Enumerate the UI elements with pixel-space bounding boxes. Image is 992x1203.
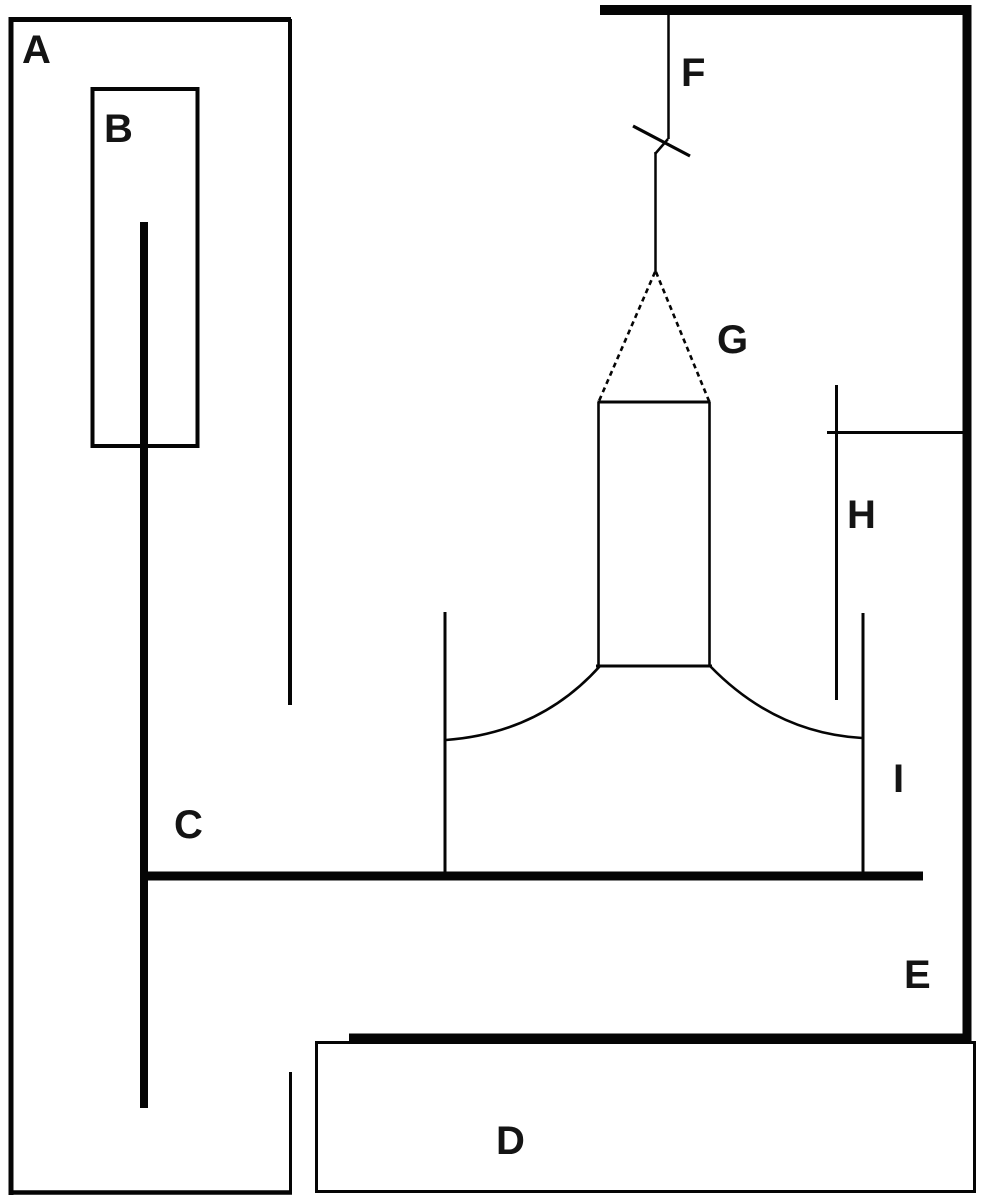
enclosure-outline [9,17,293,1195]
label-b: B [104,107,133,151]
flare-left-curve [446,666,600,740]
gauge-lines [827,385,963,700]
cone-right-side [656,272,709,401]
suspended-cone [598,272,711,402]
label-f: F [681,51,706,95]
base-platform [317,1038,975,1192]
label-e: E [904,953,931,997]
label-a: A [22,28,51,72]
label-i: I [893,757,905,801]
thread-hook-slash-icon [633,126,690,156]
bell-flare [446,666,862,740]
trough [445,612,863,875]
platform-outline [317,1043,975,1192]
flare-right-curve [710,666,862,738]
cone-left-side [599,272,655,401]
label-c: C [174,803,203,847]
label-d: D [496,1119,525,1163]
label-g: G [717,318,749,362]
label-h: H [847,493,876,537]
suspended-body [596,402,712,666]
